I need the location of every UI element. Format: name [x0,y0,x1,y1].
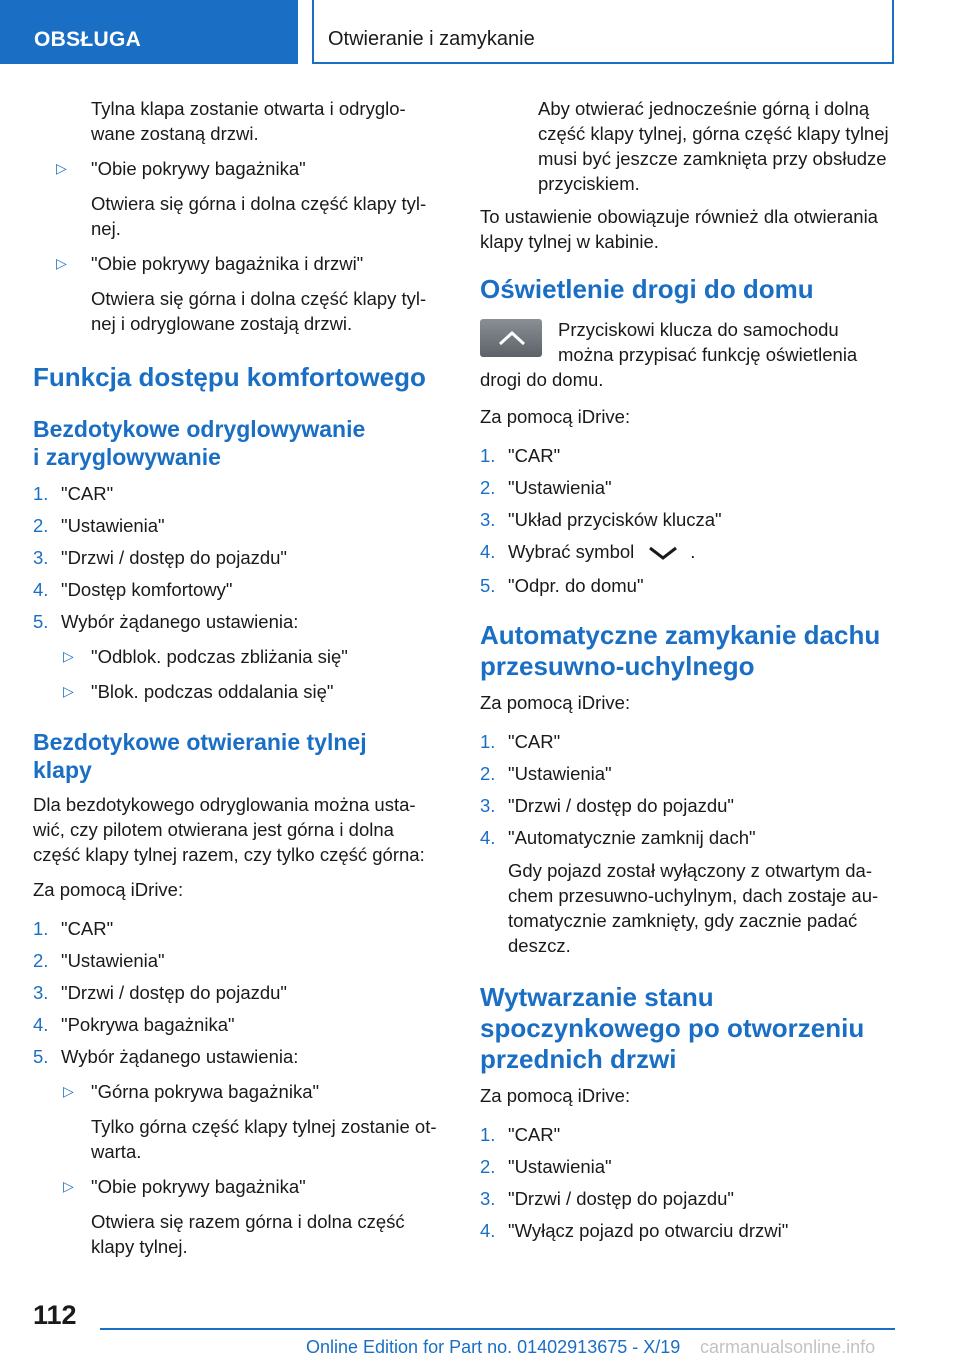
list-item: 4. Wybrać symbol . [480,539,900,566]
list-item: 5. "Odpr. do domu" [480,574,644,596]
paragraph: Tylna klapa zostanie otwarta i odryglo- wane zostaną drzwi. [91,98,406,144]
paragraph: To ustawienie obowiązuje również dla otwierania klapy tylnej w kabinie. [480,206,878,252]
info-block [480,317,900,392]
paragraph: Za pomocą iDrive: [480,691,631,713]
list-item: 1. "CAR" [480,445,561,466]
heading-auto-roof-close: Automatyczne zamykanie dachu przesuwno-uchylnego [480,619,881,681]
list-item: 4. "Dostęp komfortowy" [33,579,233,600]
list-item: 2. "Ustawienia" [33,950,165,971]
sub-bullet-item: ▷ "Odblok. podczas zbliżania się" [63,646,348,667]
list-item: 1. "CAR" [480,1123,561,1145]
list-item: 3. "Drzwi / dostęp do pojazdu" [33,547,288,568]
watermark: carmanualsonline.info [700,1337,876,1357]
list-item: 3. "Drzwi / dostęp do pojazdu" [33,982,288,1003]
list-item: 3. "Drzwi / dostęp do pojazdu" [480,794,735,816]
list-item: 4. "Automatycznie zamknij dach" [480,826,756,848]
left-column [33,96,448,1269]
list-item: 5. Wybór żądanego ustawienia: [33,1046,299,1067]
list-item: 4. "Wyłącz pojazd po otwarciu drzwi" [480,1219,789,1241]
sub-bullet-item: ▷ "Górna pokrywa bagażnika" [63,1081,320,1102]
triangle-bullet-icon: ▷ [56,160,67,176]
steps-list [480,1122,900,1243]
bullet-text: Otwiera się górna i dolna część klapy tyl- nej i odryglowane zostają drzwi. [91,288,427,334]
list-item: 2. "Ustawienia" [480,477,612,498]
list-item: 2. "Ustawienia" [33,515,165,536]
list-item: 2. "Ustawienia" [480,762,612,784]
triangle-bullet-icon: ▷ [56,255,67,271]
list-item: 1. "CAR" [33,918,114,939]
paragraph: Gdy pojazd został wyłączony z otwartym da- chem przesuwno-uchylnym, dach zostaje au- tomatycznie zamknięty, gdy zacznie padać deszcz. [508,859,879,956]
paragraph: Dla bezdotykowego odryglowania można usta- wić, czy pilotem otwierana jest górna i dolna część klapy tylnej razem, czy tylko część górna: [33,794,425,865]
sub-bullet-item: ▷ "Blok. podczas oddalania się" [63,681,334,702]
bullet-label: "Obie pokrywy bagażnika i drzwi" [91,253,364,274]
sub-bullet-item: ▷ "Obie pokrywy bagażnika" [63,1176,306,1197]
paragraph: Za pomocą iDrive: [480,1084,631,1106]
list-item: 3. "Układ przycisków klucza" [480,509,722,530]
list-item: 3. "Drzwi / dostęp do pojazdu" [480,1187,735,1209]
paragraph: Za pomocą iDrive: [480,406,631,427]
page-header-title: Otwieranie i zamykanie [312,0,894,64]
list-item: 4. "Pokrywa bagażnika" [33,1014,235,1035]
heading-keyless-tailgate: Bezdotykowe otwieranie tylnej klapy [33,729,367,783]
triangle-bullet-icon: ▷ [63,1083,74,1099]
bullet-text: Otwiera się górna i dolna część klapy tyl- nej. [91,193,427,239]
bullet-label: "Obie pokrywy bagażnika" [91,158,306,179]
triangle-bullet-icon: ▷ [63,1178,74,1194]
steps-list [480,729,900,850]
right-column [480,96,900,1250]
steps-list [33,481,448,634]
home-light-symbol-icon [648,541,678,566]
paragraph: Za pomocą iDrive: [33,879,184,900]
heading-keyless-locking: Bezdotykowe odryglowywanie i zaryglowywanie [33,416,366,470]
heading-follow-me-home: Oświetlenie drogi do domu [480,274,814,304]
paragraph: Przyciskowi klucza do samochodu można przypisać funkcję oświetlenia drogi do domu. [480,319,858,390]
bullet-item [33,251,448,276]
triangle-bullet-icon: ▷ [63,648,74,664]
sub-bullet-text: Tylko górna część klapy tylnej zostanie ot- warta. [91,1116,437,1162]
list-item: 2. "Ustawienia" [480,1155,612,1177]
steps-list [480,443,900,598]
heading-comfort-access: Funkcja dostępu komfortowego [33,362,426,392]
list-item: 1. "CAR" [33,483,114,504]
steps-list [33,916,448,1069]
sub-bullet-text: Otwiera się razem górna i dolna część klapy tylnej. [91,1211,405,1257]
list-item: 5. Wybór żądanego ustawienia: [33,611,299,632]
paragraph: Aby otwierać jednocześnie górną i dolną część klapy tylnej, górna część klapy tylnej musi być jeszcze zamknięta przy obsłudze przyciskiem. [538,98,889,194]
page-number: 112 [33,1300,77,1330]
edition-text: Online Edition for Part no. 01402913675 - X/19 [306,1337,681,1357]
footer-divider [100,1328,895,1330]
key-button-symbol-icon [480,319,542,357]
triangle-bullet-icon: ▷ [63,683,74,699]
list-item: 1. "CAR" [480,730,561,752]
section-tab: OBSŁUGA [0,0,298,64]
bullet-item [33,156,448,181]
heading-rest-state: Wytwarzanie stanu spoczynkowego po otworzeniu przednich drzwi [480,981,865,1074]
